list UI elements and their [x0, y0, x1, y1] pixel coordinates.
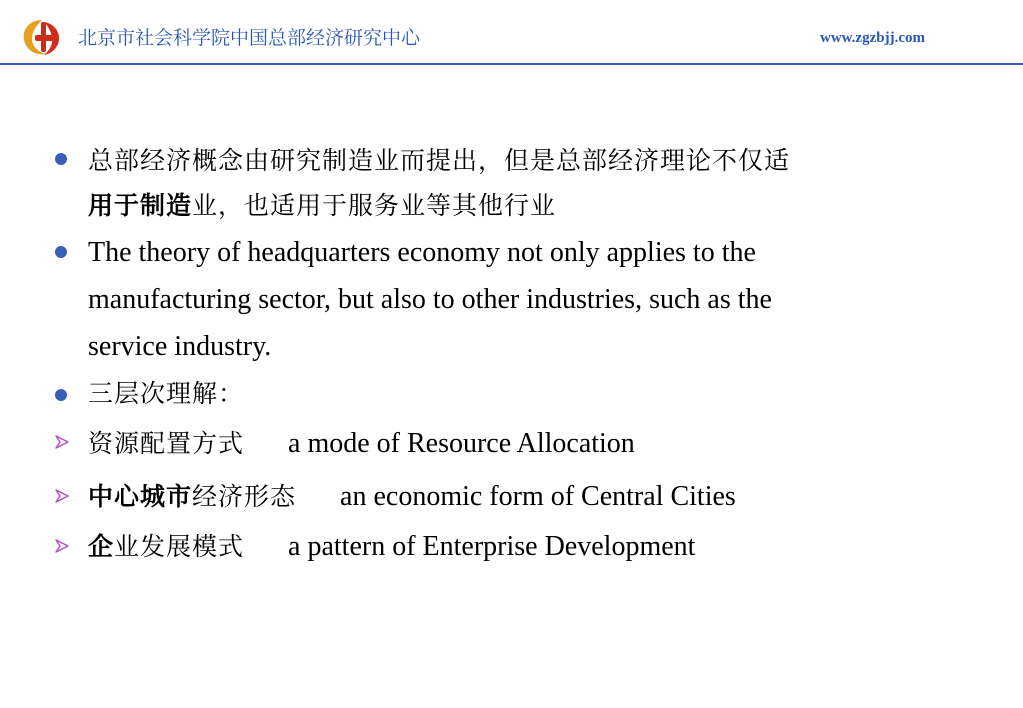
sub-item-cn-bold: 中心城市 [88, 482, 193, 511]
bullet-text-line: 三层次理解： [88, 379, 245, 408]
text: 业，也适用于服务业等其他行业 [192, 191, 557, 220]
bullet-text-line: service industry. [88, 331, 272, 362]
sub-item-cn: 资源配置方式 [88, 429, 245, 458]
bullet-text-line [88, 183, 948, 228]
bullet-dot [55, 246, 67, 258]
sub-item-en: an economic form of Central Cities [340, 481, 736, 512]
arrow-bullet-icon [55, 489, 69, 503]
sub-item-cn: 经济形态 [192, 482, 297, 511]
bullet-dot [55, 389, 67, 401]
sub-item-cn: 业发展模式 [114, 532, 245, 561]
bullet-text-line: The theory of headquarters economy not only applies to the [88, 237, 756, 268]
bullet-dot [55, 153, 67, 165]
bullet-item-cn [88, 372, 948, 416]
sub-item-en: a mode of Resource Allocation [288, 428, 635, 459]
bullet-text-line: manufacturing sector, but also to other industries, such as the [88, 284, 772, 315]
website-url: www.zgzbjj.com [820, 30, 925, 46]
bullet-item-en [88, 229, 948, 370]
bold-text: 用于制造 [88, 191, 193, 220]
arrow-bullet-icon [55, 435, 69, 449]
sub-item-cn-bold: 企 [88, 532, 115, 561]
organization-name: 北京市社会科学院中国总部经济研究中心 [78, 27, 421, 49]
bullet-text-line: 总部经济概念由研究制造业而提出，但是总部经济理论不仅适 [88, 146, 791, 175]
bullet-item-cn [88, 138, 948, 228]
sub-item [88, 422, 948, 466]
sub-item [88, 525, 948, 569]
arrow-bullet-icon [55, 539, 69, 553]
sub-item [88, 475, 948, 519]
sub-item-en: a pattern of Enterprise Development [288, 531, 696, 562]
